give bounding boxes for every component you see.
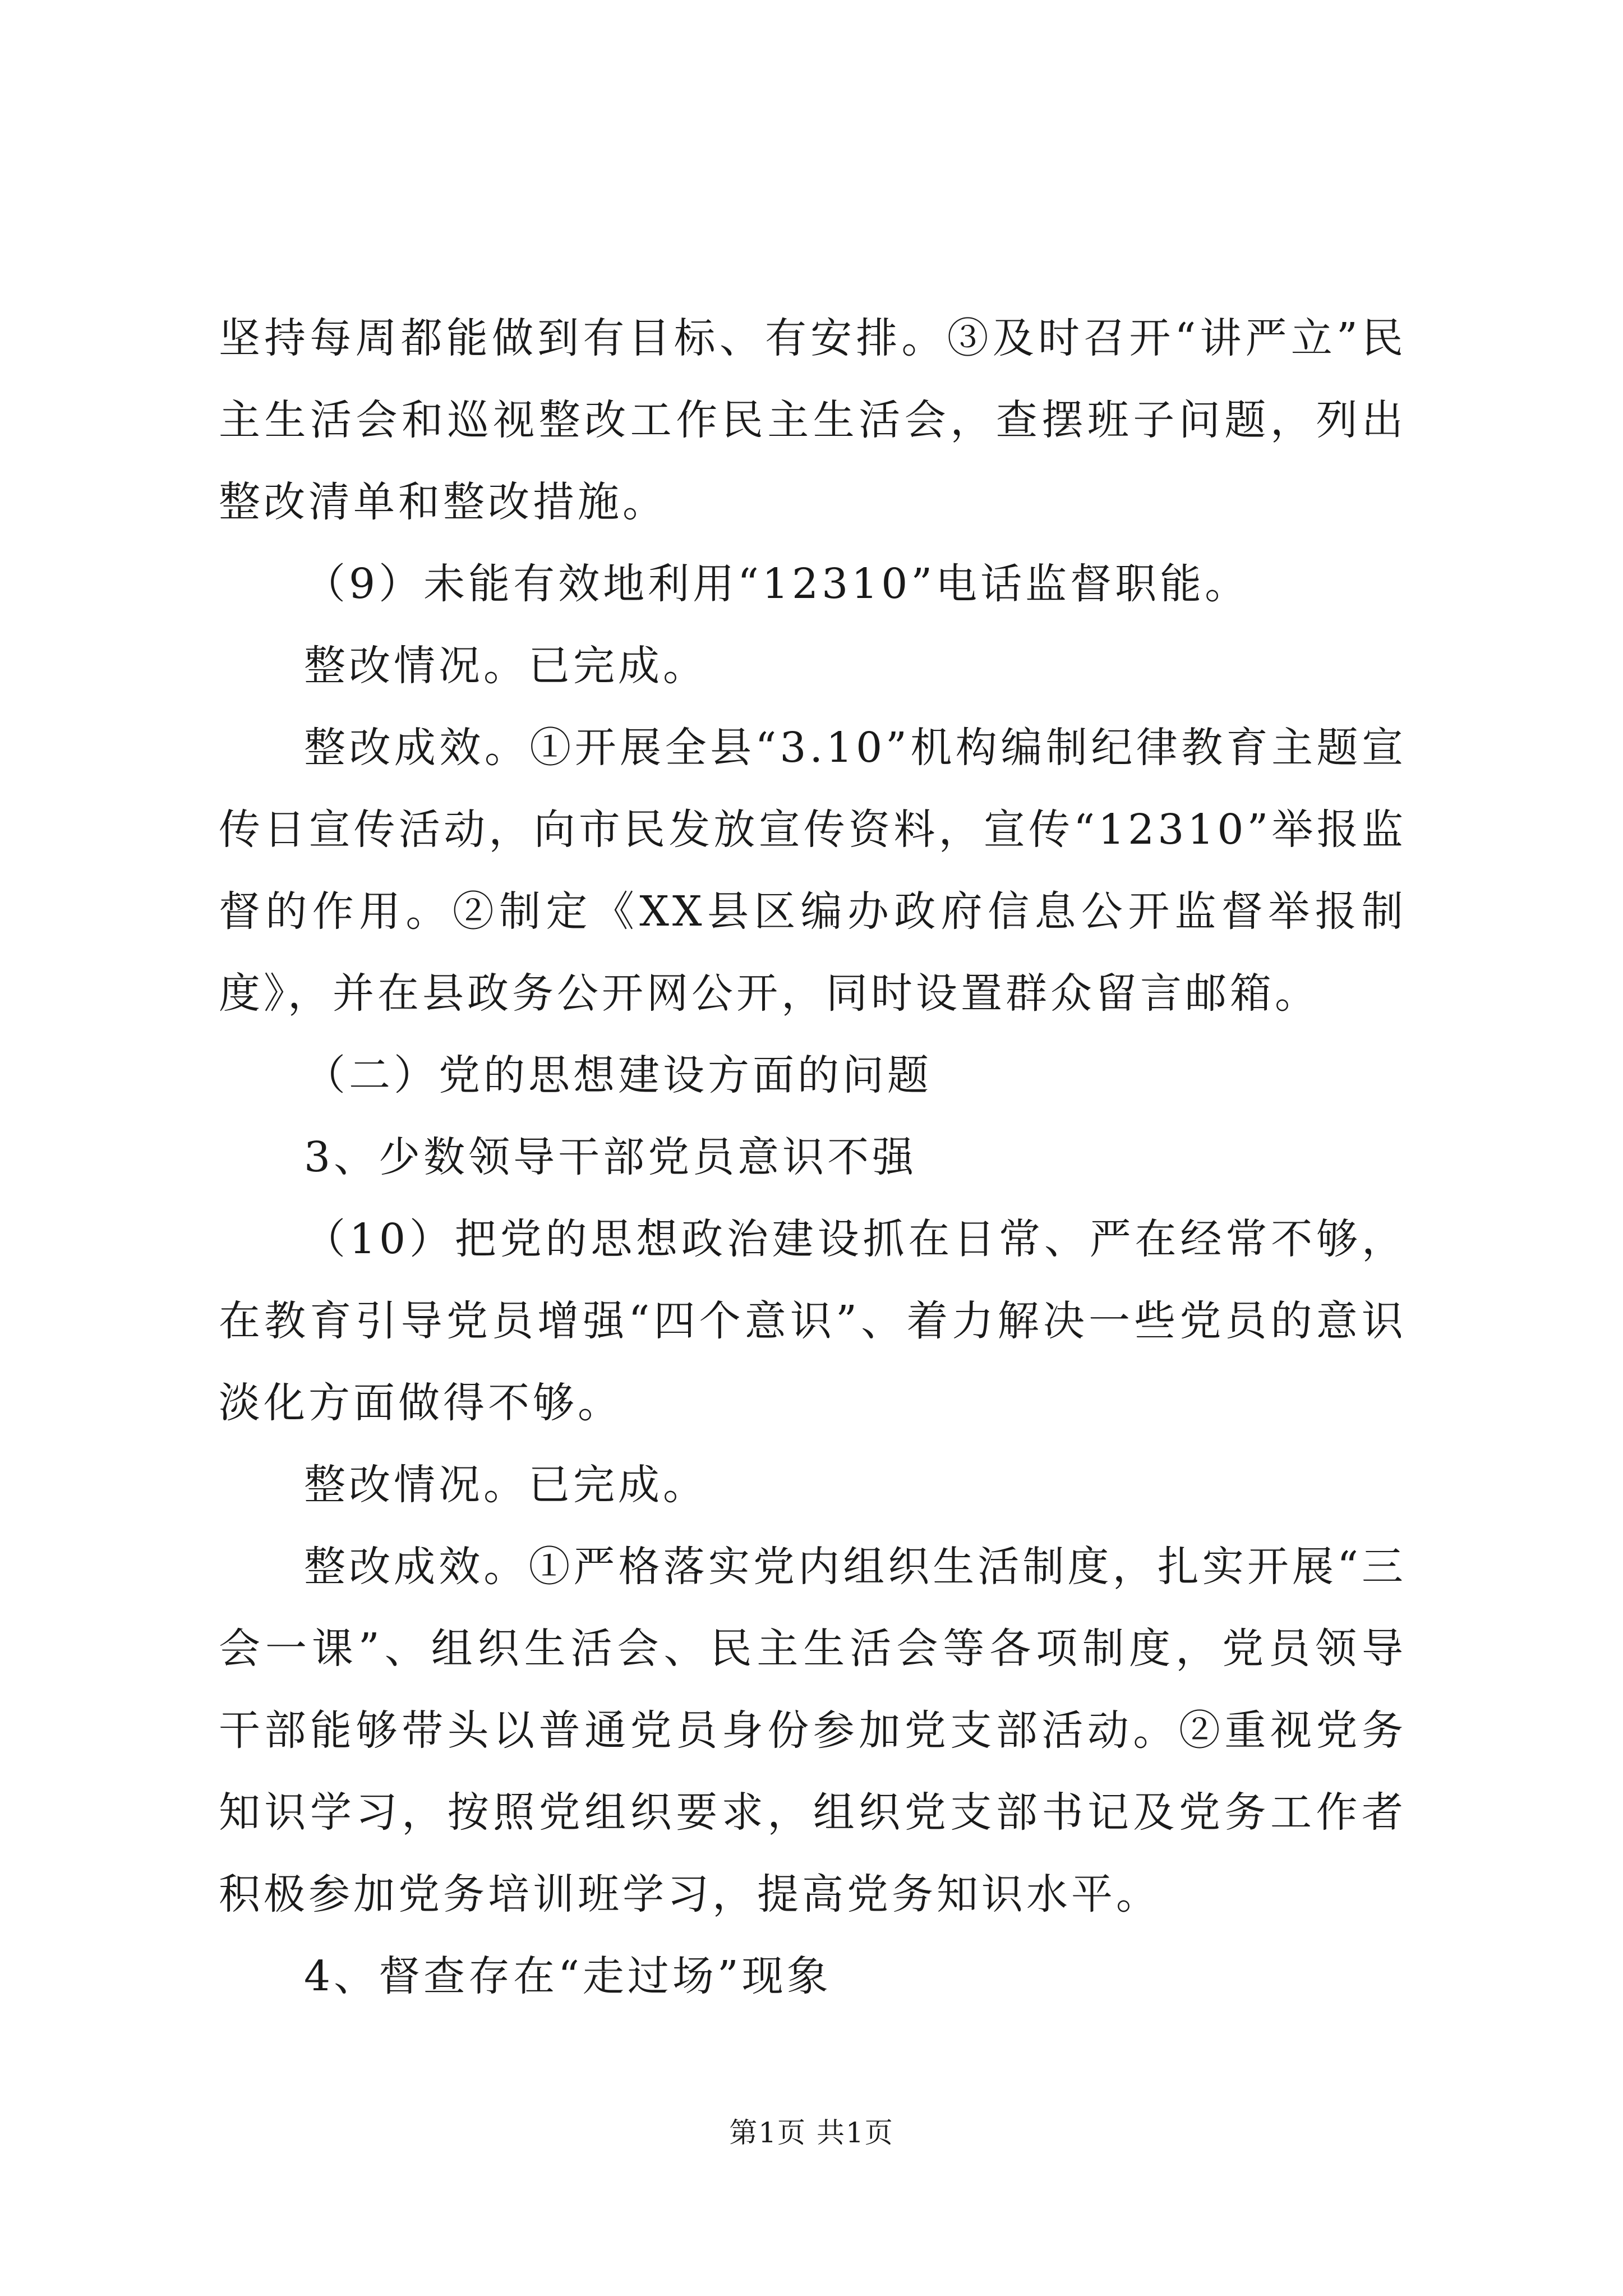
subsection-heading-4: 4、督查存在“走过场”现象 bbox=[304, 1952, 832, 2000]
paragraph-status-1: 整改情况。已完成。 bbox=[304, 642, 708, 690]
paragraph-status-2: 整改情况。已完成。 bbox=[304, 1461, 708, 1509]
subsection-heading-3: 3、少数领导干部党员意识不强 bbox=[304, 1133, 917, 1181]
page-footer: 第1页 共1页 bbox=[729, 2116, 894, 2149]
paragraph-item-10-heading: （10）把党的思想政治建设抓在日常、严在经常不够，在教育引导党员增强“四个意识”、着力解决一些党员的意识淡化方面做得不够。 bbox=[219, 1215, 1407, 1427]
document-body bbox=[219, 297, 1407, 2017]
paragraph-effect-2: 整改成效。①严格落实党内组织生活制度，扎实开展“三会一课”、组织生活会、民主生活会等各项制度，党员领导干部能够带头以普通党员身份参加党支部活动。②重视党务知识学习，按照党组织要求，组织党支部书记及党务工作者积极参加党务培训班学习，提高党务知识水平。 bbox=[219, 1543, 1407, 1918]
paragraph-continuation: 坚持每周都能做到有目标、有安排。③及时召开“讲严立”民主生活会和巡视整改工作民主生活会，查摆班子问题，列出整改清单和整改措施。 bbox=[219, 314, 1407, 526]
paragraph-effect-1: 整改成效。①开展全县“3.10”机构编制纪律教育主题宣传日宣传活动，向市民发放宣传资料，宣传“12310”举报监督的作用。②制定《XX县区编办政府信息公开监督举报制度》，并在县政务公开网公开，同时设置群众留言邮箱。 bbox=[219, 724, 1407, 1018]
section-heading-2: （二）党的思想建设方面的问题 bbox=[304, 1051, 932, 1099]
paragraph-item-9-heading: （9）未能有效地利用“12310”电话监督职能。 bbox=[304, 560, 1250, 608]
